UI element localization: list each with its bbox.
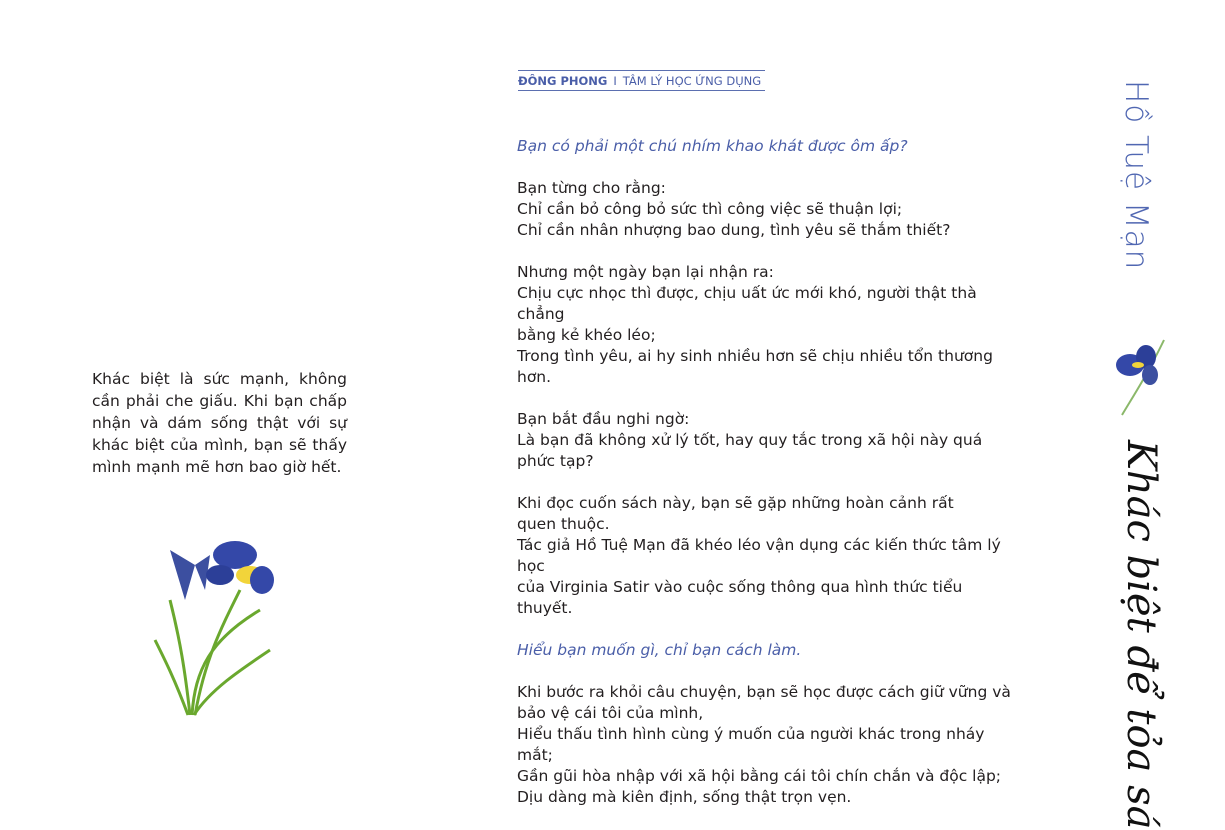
blurb-line: Dịu dàng mà kiên định, sống thật trọn vẹn. — [517, 788, 852, 806]
publisher-header — [518, 70, 765, 91]
spine-title: Khác biệt để tỏa sá — [1118, 440, 1164, 830]
blurb-paragraph — [517, 640, 1017, 661]
header-separator: I — [613, 74, 617, 88]
blurb-line: bằng kẻ khéo léo; — [517, 326, 656, 344]
blurb-line: quen thuộc. — [517, 515, 610, 533]
blurb-line: Bạn có phải một chú nhím khao khát được ôm ấp? — [517, 137, 908, 155]
blurb-line: Gần gũi hòa nhập với xã hội bằng cái tôi chín chắn và độc lập; — [517, 767, 1002, 785]
blurb-line: Bạn từng cho rằng: — [517, 179, 666, 197]
iris-butterfly-illustration — [150, 520, 280, 720]
blurb-paragraph — [517, 136, 1017, 157]
spine-iris-illustration — [1112, 335, 1168, 417]
back-cover-quote: Khác biệt là sức mạnh, không cần phải che giấu. Khi bạn chấp nhận và dám sống thật với sự khác biệt của mình, bạn sẽ thấy mình mạnh mẽ hơn bao giờ hết. — [92, 370, 347, 476]
blurb-line: Bạn bắt đầu nghi ngờ: — [517, 410, 690, 428]
blurb-line: Là bạn đã không xử lý tốt, hay quy tắc trong xã hội này quá — [517, 431, 983, 449]
back-cover-blurb — [517, 136, 1017, 829]
blurb-line: Chịu cực nhọc thì được, chịu uất ức mới khó, người thật thà chẳng — [517, 284, 977, 323]
spine-author: Hồ Tuệ Mạn — [1118, 80, 1154, 271]
blurb-line: của Virginia Satir vào cuộc sống thông qua hình thức tiểu thuyết. — [517, 578, 963, 617]
blurb-line: Hiểu bạn muốn gì, chỉ bạn cách làm. — [517, 641, 802, 659]
blurb-line: Nhưng một ngày bạn lại nhận ra: — [517, 263, 774, 281]
blurb-line: Hiểu thấu tình hình cùng ý muốn của người khác trong nháy mắt; — [517, 725, 985, 764]
blurb-line: Trong tình yêu, ai hy sinh nhiều hơn sẽ chịu nhiều tổn thương hơn. — [517, 347, 993, 386]
blurb-line: Khi bước ra khỏi câu chuyện, bạn sẽ học được cách giữ vững và — [517, 683, 1011, 701]
blurb-paragraph — [517, 262, 1017, 388]
blurb-paragraph — [517, 493, 1017, 619]
blurb-line: bảo vệ cái tôi của mình, — [517, 704, 704, 722]
blurb-line: Chỉ cần bỏ công bỏ sức thì công việc sẽ thuận lợi; — [517, 200, 903, 218]
blurb-paragraph — [517, 682, 1017, 808]
blurb-paragraph — [517, 409, 1017, 472]
blurb-line: Chỉ cần nhân nhượng bao dung, tình yêu sẽ thắm thiết? — [517, 221, 951, 239]
blurb-line: Khi đọc cuốn sách này, bạn sẽ gặp những hoàn cảnh rất — [517, 494, 954, 512]
blurb-line: Tác giả Hồ Tuệ Mạn đã khéo léo vận dụng các kiến thức tâm lý học — [517, 536, 1001, 575]
blurb-paragraph — [517, 178, 1017, 241]
publisher-name: ĐÔNG PHONG — [518, 74, 608, 88]
blurb-line: phức tạp? — [517, 452, 594, 470]
series-name: TÂM LÝ HỌC ỨNG DỤNG — [622, 74, 762, 88]
